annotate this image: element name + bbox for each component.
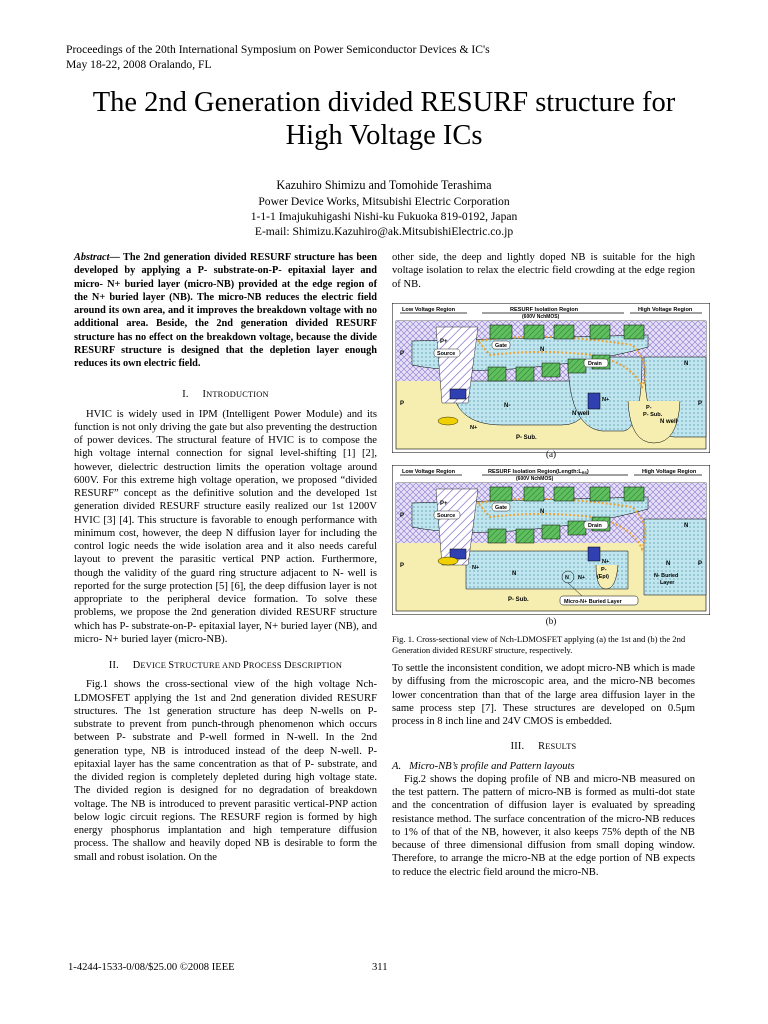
p-label: P [400,513,405,519]
n-buried-layer-label: N- Buried [654,573,679,579]
psub-label: P- Sub. [516,435,537,441]
n-label-far-right: N [666,561,671,567]
section-title-part: EVICE [140,661,169,670]
section-heading-device-structure [74,659,377,672]
author-affiliation: Power Device Works, Mitsubishi Electric Corporation [258,195,510,208]
section-title-part: S [168,660,175,671]
micro-n-label: N [565,575,569,581]
pminus-label: P- [646,405,652,411]
gate-label: Gate [495,343,507,349]
section-number: II. [108,660,119,671]
section-heading-results [392,740,695,753]
figure-1a-sublabel: (a) [546,449,556,459]
section-number: I. [182,389,189,401]
figure-1b-sublabel: (b) [545,616,557,626]
device-structure-paragraph: Fig.1 shows the cross-sectional view of the high voltage Nch-LDMOSFET applying the 1st and 2nd generation divided RESURF structures. The 1st generation structure has deep N-wells on P- substrate to prevent from punch-through phenomenon which occurs between P- substrate and P-well formed in N-well. In the 2nd generation type, NB is introduced instead of the deep N-well. P- epitaxial layer has the same concentration as that of P- substrate, and the divided region is completely depleted during high voltage state. The divided region is designed for no degradation of breakdown voltage. The NB is introduced to prevent parasitic vertical-PNP action below logic circuit regions. The RESURF region is formed by high energy phosphorus implantation and high temperature diffusion process. The shallow and heavily doped NB is desirable to form the small and robust isolation. On the [74,679,377,863]
left-column [74,251,377,864]
abstract-text: — The 2nd generation divided RESURF structure has been developed by applying a P- substrate-on-P- epitaxial layer and micro- N+ buried layer (micro-NB) provided at the edge region of the N+ buried layer (NB). The micro-NB reduces the electric field around its own area, and it improves the breakdown voltage with no additional area. Beside, the 2nd generation divided RESURF structure has no effect on the breakdown voltage, because the divide RESURF structure is designed that the depletion layer enough reduces its own electric field. [74,252,377,369]
footer-copyright: 1-4244-1533-0/08/$25.00 ©2008 IEEE [68,962,235,973]
micro-nb-paragraph: To settle the inconsistent condition, we adopt micro-NB which is made by diffusing from the microscopic area, and the micro-NB becomes lower concentration than that of the large area diffusion layer in the same process step [7]. These structures are developed on 0.5μm process in 8 inch line and 24V CMOS is embedded. [392,663,695,727]
resurf-region-label [488,469,589,475]
abstract [74,251,377,370]
section-title-initial: I [202,389,207,401]
p-label-left: P [400,401,405,407]
abstract-lead: Abstract [74,252,110,263]
low-voltage-region-label: Low Voltage Region [402,307,456,313]
n-buried-label: N [512,571,517,577]
nplus-label: N+ [602,559,610,565]
author-block [30,178,738,239]
resurf-region-subscript: RS [581,471,587,475]
author-names: Kazuhiro Shimizu and Tomohide Terashima [276,178,492,192]
section-heading-introduction [74,388,377,401]
conference-date-line: May 18-22, 2008 Oralando, FL [66,58,212,71]
drain-label: Drain [588,361,602,367]
page-number: 311 [372,962,388,973]
subsection-title: Micro-NB’s profile and Pattern layouts [409,760,575,772]
high-voltage-region-label: High Voltage Region [638,307,693,313]
paper-title [30,86,738,152]
figure-1-caption: Fig. 1. Cross-sectional view of Nch-LDMOSFET applying (a) the 1st and (b) the 2nd Generation divided RESURF structure, respectively. [392,634,686,655]
nwell-label-right: N well [660,419,678,425]
section-title-part: D [284,660,292,671]
section-title-part: TRUCTURE AND [174,661,243,670]
resurf-region-close: ) [586,469,589,475]
right-column-bottom [392,662,695,879]
low-voltage-region-label: Low Voltage Region [402,469,456,475]
micro-buried-layer-label: Micro-N+ Buried Layer [564,599,622,605]
resurf-region-sublabel: (600V NchMOS) [516,476,554,482]
nplus-label: N+ [602,397,610,403]
pplus-label: P+ [440,339,448,345]
micro-nplus-label: N+ [578,575,586,581]
n-label-right: N [684,523,689,529]
p-epi-label: (Epi) [597,574,609,580]
proceedings-header [66,42,490,72]
nplus-label-left: N+ [470,425,478,431]
resurf-region-sublabel: (600V NchMOS) [522,314,560,320]
psub-mid-label: P- Sub. [643,412,663,418]
device-structure-paragraph-continued: other side, the deep and lightly doped NB is suitable for the high voltage isolation to relax the electric field crowding at the edge region of NB. [392,252,695,290]
subsection-label: A. [392,760,402,772]
resurf-region-label-text: RESURF Isolation Region(Length:L [488,469,582,475]
nminus-label: N- [504,403,511,409]
p-label-left: P [400,563,405,569]
nwell-label: N well [572,411,590,417]
n-buried-layer-label-2: Layer [660,580,675,586]
proceedings-line: Proceedings of the 20th International Symposium on Power Semiconductor Devices & IC's [66,43,490,56]
section-title-part: ROCESS [248,661,285,670]
title-line-1: The 2nd Generation divided RESURF structure for [92,87,676,118]
title-line-2: High Voltage ICs [285,120,483,151]
section-title-rest: ESULTS [545,742,577,752]
pplus-label: P+ [440,501,448,507]
n-label-right: N [684,361,689,367]
gate-label: Gate [495,505,507,511]
section-title-part: P [242,660,249,671]
nplus-label-left: N+ [472,565,480,571]
author-address: 1-1-1 Imajukuhigashi Nishi-ku Fukuoka 819-0192, Japan [250,210,518,223]
p-label: P [400,351,405,357]
figure-1b-cross-section [392,465,710,615]
high-voltage-region-label: High Voltage Region [642,469,697,475]
n-label: N [540,509,545,515]
section-title-part: ESCRIPTION [291,661,343,670]
psub-label: P- Sub. [508,597,529,603]
resurf-region-label: RESURF Isolation Region [510,307,579,313]
n-label: N [540,347,545,353]
p-label-right: P [698,561,703,567]
results-paragraph: Fig.2 shows the doping profile of NB and micro-NB measured on the test pattern. The pattern of micro-NB is formed as multi-dot state and the concentration of diffusion layer is evaluated by spreading resistance method. The surface concentration of the micro-NB reduces to 1% of that of the NB, however, it also keeps 75% depth of the NB because of three dimensional diffusion from small doping window. Therefore, to arrange the micro-NB at the edge portion of NB expects to reduce the electric field around the micro-NB. [392,773,695,878]
introduction-paragraph: HVIC is widely used in IPM (Intelligent Power Module) and its function is not only driving the gate but also preventing the destruction of power devices. The structural feature of HVIC is to compose the high voltage internal connection for signal level-shifting [1] [2], however, dielectric destruction limits the operation voltage around 600V. For this extreme high voltage operation, we proposed “divided RESURF” concept as the definitive solution and the developed 1st generation divided RESURF structure easily realized our 1st 1200V HVIC [3] [4]. This structure is favorable to enough performance with minimum cost, however, the deep N diffusion layer for including the control logic needs the wide isolation area and it also needs careful layout to prevent the parasitic vertical PNP action. Furthermore, though the validity of the guard ring structure adjacent to N- well is reported for the surge protection [5] [6], the deep diffusion layer is not appropriate to the peripheral device formation. To solve these problems, we propose the 2nd generation divided RESURF structure which has P- substrate-on-P- epitaxial layer, N+ buried layer (NB), and micro- N+ buried layer (micro-NB). [74,408,377,645]
source-label: Source [437,513,456,519]
p-label-right: P [698,401,703,407]
pminus-label: P- [601,567,607,573]
section-title-part: D [132,660,141,671]
figure-1a-cross-section [392,303,710,453]
subsection-heading [392,760,695,773]
author-email: E-mail: Shimizu.Kazuhiro@ak.MitsubishiElectric.co.jp [254,225,514,238]
section-title-initial: R [538,741,546,753]
source-label: Source [437,351,456,357]
right-column-top [392,251,695,291]
section-number: III. [510,741,525,753]
section-title-rest: NTRODUCTION [206,390,269,400]
drain-label: Drain [588,523,602,529]
